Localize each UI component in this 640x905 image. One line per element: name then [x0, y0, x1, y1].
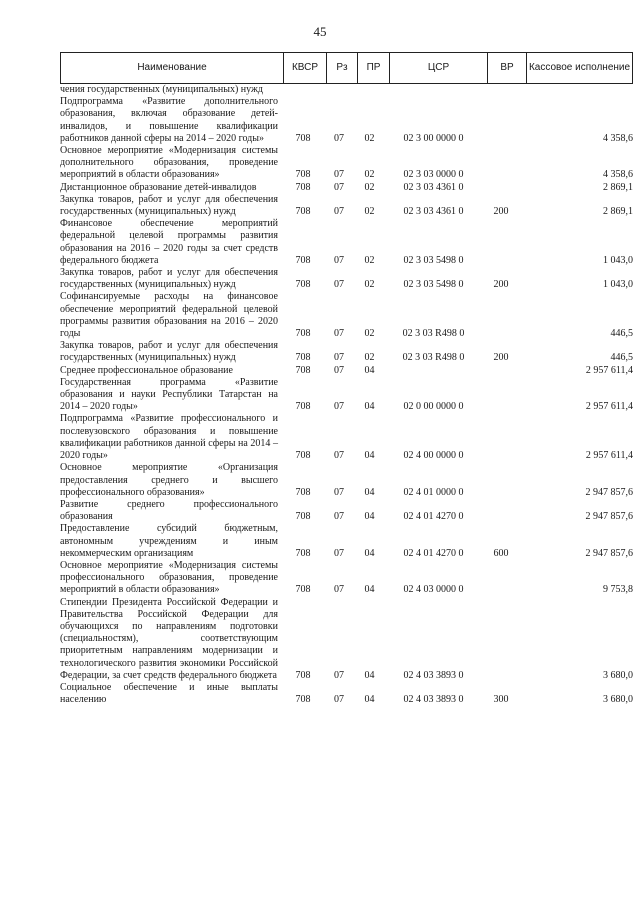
row-csr: 02 4 01 0000 0	[403, 486, 464, 498]
table-row	[60, 377, 633, 414]
row-rz: 07	[334, 254, 344, 266]
row-rz: 07	[334, 181, 344, 193]
row-kvsr: 708	[295, 450, 311, 462]
row-name: Развитие среднего профессионального образования	[60, 498, 278, 523]
row-csr: 02 4 03 3893 0	[403, 669, 464, 681]
row-kvsr: 708	[295, 486, 311, 498]
row-csr: 02 0 00 0000 0	[403, 401, 464, 413]
row-rz: 07	[334, 401, 344, 413]
row-name: Закупка товаров, работ и услуг для обеспечения государственных (муниципальных) нужд	[60, 193, 278, 218]
budget-table	[60, 52, 633, 706]
row-name: Основное мероприятие «Модернизация системы дополнительного образования, проведение мероприятий в области образования»	[60, 145, 278, 181]
row-sum: 3 680,0	[603, 669, 633, 681]
row-csr: 02 3 03 5498 0	[403, 254, 464, 266]
row-csr: 02 3 03 4361 0	[403, 181, 464, 193]
row-pr: 02	[364, 254, 375, 266]
row-pr: 02	[364, 132, 375, 144]
header-sum: Кассовое исполнение	[526, 53, 632, 83]
table-row	[60, 523, 633, 560]
header-rz: Рз	[326, 53, 357, 83]
row-pr: 04	[364, 694, 375, 706]
row-csr: 02 3 03 R498 0	[402, 328, 465, 340]
row-rz: 07	[334, 206, 344, 218]
row-vr: 200	[493, 206, 509, 218]
row-rz: 07	[334, 279, 344, 291]
row-sum: 4 358,6	[603, 132, 633, 144]
row-rz: 07	[334, 450, 344, 462]
row-name: Подпрограмма «Развитие дополнительного образования, включая образование детей-инвалидов, и повышение квалификации работников данной сферы на 2014 – 2020 годы»	[60, 96, 278, 144]
row-kvsr: 708	[295, 279, 311, 291]
row-name: Предоставление субсидий бюджетным, автономным учреждениям и иным некоммерческим организациям	[60, 523, 278, 559]
row-kvsr: 708	[295, 132, 311, 144]
row-rz: 07	[334, 547, 344, 559]
row-sum: 3 680,0	[603, 694, 633, 706]
row-pr: 02	[364, 206, 375, 218]
row-rz: 07	[334, 132, 344, 144]
row-rz: 07	[334, 352, 344, 364]
table-row	[60, 182, 633, 194]
row-name: Стипендии Президента Российской Федерации и Правительства Российской Федерации для обучающихся по направлениям подготовки (специальностям), соответствующим приоритетным направлениям модернизации и технологического развития экономики Российской Федерации, за счет средств федерального бюджета	[60, 596, 278, 681]
row-sum: 1 043,0	[603, 279, 633, 291]
row-rz: 07	[334, 669, 344, 681]
row-name: Среднее профессиональное образование	[60, 364, 233, 376]
table-row	[60, 218, 633, 267]
row-rz: 07	[334, 169, 344, 181]
row-kvsr: 708	[295, 352, 311, 364]
table-row	[60, 365, 633, 377]
row-kvsr: 708	[295, 169, 311, 181]
table-header	[60, 52, 633, 84]
row-vr: 600	[493, 547, 509, 559]
row-csr: 02 3 03 0000 0	[403, 169, 464, 181]
row-pr: 02	[364, 352, 375, 364]
table-row	[60, 267, 633, 291]
row-csr: 02 3 00 0000 0	[403, 132, 464, 144]
row-name: Государственная программа «Развитие образования и науки Республики Татарстан на 2014 – 2020 годы»	[60, 376, 278, 413]
row-rz: 07	[334, 694, 344, 706]
row-kvsr: 708	[295, 547, 311, 559]
row-csr: 02 4 03 0000 0	[403, 584, 464, 596]
table-row	[60, 194, 633, 218]
row-sum: 446,5	[610, 352, 633, 364]
row-sum: 2 957 611,4	[585, 364, 633, 376]
row-pr: 02	[364, 169, 375, 181]
row-sum: 2 947 857,6	[585, 511, 633, 523]
row-kvsr: 708	[295, 401, 311, 413]
row-pr: 04	[364, 450, 375, 462]
row-kvsr: 708	[295, 254, 311, 266]
row-pr: 04	[364, 364, 375, 376]
row-sum: 1 043,0	[603, 254, 633, 266]
table-row	[60, 597, 633, 682]
table-row	[60, 340, 633, 364]
table-row	[60, 413, 633, 462]
table-row	[60, 291, 633, 340]
row-rz: 07	[334, 364, 344, 376]
table-row	[60, 84, 633, 96]
row-csr: 02 4 00 0000 0	[403, 450, 464, 462]
table-row	[60, 145, 633, 182]
row-pr: 02	[364, 181, 375, 193]
table-row	[60, 499, 633, 523]
row-sum: 4 358,6	[603, 169, 633, 181]
row-sum: 446,5	[610, 328, 633, 340]
header-pr: ПР	[357, 53, 389, 83]
row-kvsr: 708	[295, 181, 311, 193]
table-row	[60, 462, 633, 499]
row-rz: 07	[334, 584, 344, 596]
row-name: Финансовое обеспечение мероприятий федеральной целевой программы развития образования на 2016 – 2020 годы за счет средств федерального бюджета	[60, 218, 278, 266]
row-name: чения государственных (муниципальных) нужд	[60, 84, 264, 95]
row-rz: 07	[334, 486, 344, 498]
row-kvsr: 708	[295, 364, 311, 376]
row-name: Подпрограмма «Развитие профессионального и послевузовского образования и повышение квалификации работников данной сферы на 2014 – 2020 годы»	[60, 413, 278, 462]
header-csr: ЦСР	[389, 53, 487, 83]
row-csr: 02 3 03 4361 0	[403, 206, 464, 218]
row-name: Закупка товаров, работ и услуг для обеспечения государственных (муниципальных) нужд	[60, 267, 278, 291]
row-csr: 02 4 01 4270 0	[403, 547, 464, 559]
row-pr: 04	[364, 511, 375, 523]
row-pr: 04	[364, 401, 375, 413]
row-rz: 07	[334, 328, 344, 340]
row-pr: 04	[364, 547, 375, 559]
row-name: Основное мероприятие «Организация предоставления среднего и высшего профессионального образования»	[60, 462, 278, 498]
row-name: Закупка товаров, работ и услуг для обеспечения государственных (муниципальных) нужд	[60, 340, 278, 364]
row-name: Дистанционное образование детей-инвалидов	[60, 181, 257, 193]
row-csr: 02 4 01 4270 0	[403, 511, 464, 523]
row-sum: 9 753,8	[603, 584, 633, 596]
row-sum: 2 947 857,6	[585, 547, 633, 559]
row-kvsr: 708	[295, 669, 311, 681]
row-pr: 02	[364, 279, 375, 291]
row-pr: 04	[364, 669, 375, 681]
row-vr: 200	[493, 352, 509, 364]
row-sum: 2 869,1	[603, 206, 633, 218]
row-pr: 04	[364, 486, 375, 498]
row-rz: 07	[334, 511, 344, 523]
row-csr: 02 3 03 5498 0	[403, 279, 464, 291]
row-kvsr: 708	[295, 328, 311, 340]
row-kvsr: 708	[295, 584, 311, 596]
row-name: Софинансируемые расходы на финансовое обеспечение мероприятий федеральной целевой программы развития образования на 2016 – 2020 годы	[60, 291, 278, 340]
header-kvsr: КВСР	[283, 53, 326, 83]
row-kvsr: 708	[295, 206, 311, 218]
row-vr: 200	[493, 279, 509, 291]
row-kvsr: 708	[295, 694, 311, 706]
row-sum: 2 869,1	[603, 181, 633, 193]
table-body	[60, 84, 633, 706]
row-csr: 02 3 03 R498 0	[402, 352, 465, 364]
page-number: 45	[313, 24, 327, 39]
table-row	[60, 96, 633, 145]
row-sum: 2 957 611,4	[585, 450, 633, 462]
row-csr: 02 4 03 3893 0	[403, 694, 464, 706]
header-name: Наименование	[137, 62, 207, 74]
row-name: Основное мероприятие «Модернизация системы профессионального образования, проведение мероприятий в области образования»	[60, 559, 278, 596]
table-row	[60, 560, 633, 597]
row-pr: 04	[364, 584, 375, 596]
row-name: Социальное обеспечение и иные выплаты населению	[60, 681, 278, 706]
row-pr: 02	[364, 328, 375, 340]
row-kvsr: 708	[295, 511, 311, 523]
row-vr: 300	[493, 694, 509, 706]
table-row	[60, 682, 633, 706]
header-vr: ВР	[487, 53, 526, 83]
row-sum: 2 947 857,6	[585, 486, 633, 498]
row-sum: 2 957 611,4	[585, 401, 633, 413]
